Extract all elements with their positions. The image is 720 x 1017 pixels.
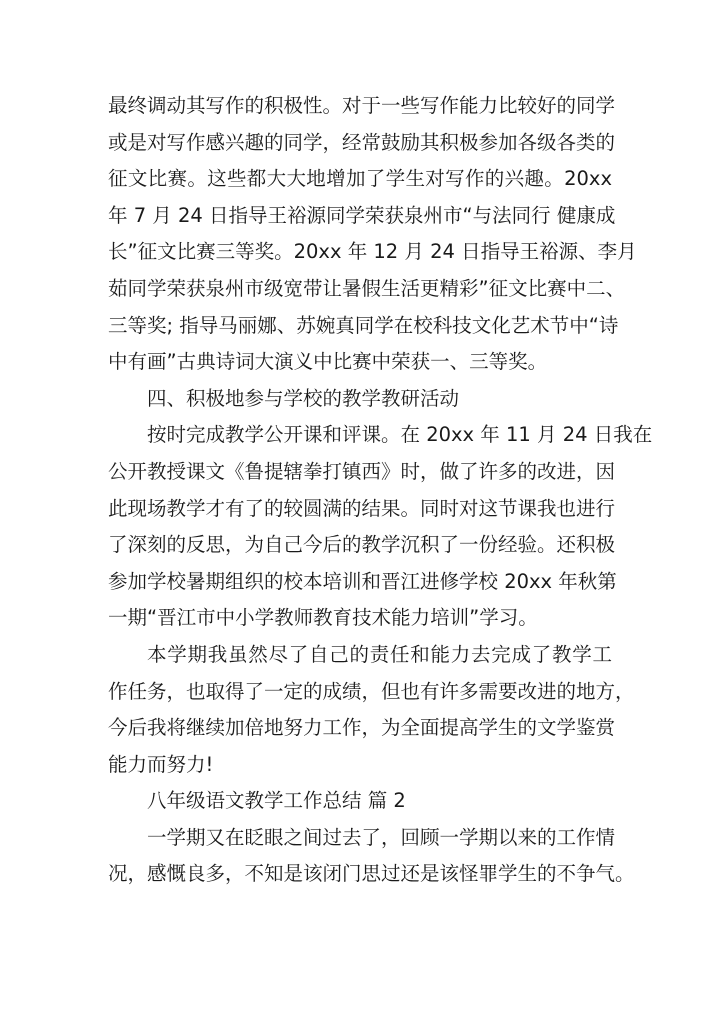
paragraph-line: 长”征文比赛三等奖。20xx 年 12 月 24 日指导王裕源、李月 xyxy=(108,240,637,264)
paragraph-line: 按时完成教学公开课和评课。在 20xx 年 11 月 24 日我在 xyxy=(147,423,653,447)
section-heading: 四、积极地参与学校的教学教研活动 xyxy=(147,386,460,410)
paragraph-line: 或是对写作感兴趣的同学，经常鼓励其积极参加各级各类的 xyxy=(108,130,616,154)
paragraph-line: 公开教授课文《鲁提辖拳打镇西》时，做了许多的改进，因 xyxy=(108,459,616,483)
paragraph-line: 茹同学荣获泉州市级宽带让暑假生活更精彩”征文比赛中二、 xyxy=(108,276,626,300)
paragraph-line: 三等奖; 指导马丽娜、苏婉真同学在校科技文化艺术节中“诗 xyxy=(108,313,619,337)
paragraph-line: 况，感慨良多，不知是该闭门思过还是该怪罪学生的不争气。 xyxy=(108,862,635,886)
paragraph-line: 作任务，也取得了一定的成绩，但也有许多需要改进的地方， xyxy=(108,679,635,703)
paragraph-line: 一学期又在眨眼之间过去了，回顾一学期以来的工作情 xyxy=(147,825,616,849)
paragraph-line: 中有画”古典诗词大演义中比赛中荣获一、三等奖。 xyxy=(108,350,548,374)
paragraph-line: 此现场教学才有了的较圆满的结果。同时对这节课我也进行 xyxy=(108,496,616,520)
paragraph-line: 征文比赛。这些都大大地增加了学生对写作的兴趣。20xx xyxy=(108,167,612,191)
paragraph-line: 本学期我虽然尽了自己的责任和能力去完成了教学工 xyxy=(147,642,612,666)
paragraph-line: 最终调动其写作的积极性。对于一些写作能力比较好的同学 xyxy=(108,94,616,117)
paragraph-line: 年 7 月 24 日指导王裕源同学荣获泉州市“与法同行 健康成 xyxy=(108,203,616,227)
paragraph-line: 一期“晋江市中小学教师教育技术能力培训”学习。 xyxy=(108,606,538,630)
paragraph-line: 能力而努力! xyxy=(108,752,214,776)
paragraph-line: 参加学校暑期组织的校本培训和晋江进修学校 20xx 年秋第 xyxy=(108,569,617,593)
paragraph-line: 了深刻的反思，为自己今后的教学沉积了一份经验。还积极 xyxy=(108,533,616,557)
document-body xyxy=(108,88,653,893)
paragraph-line: 今后我将继续加倍地努力工作，为全面提高学生的文学鉴赏 xyxy=(108,716,616,740)
section-title: 八年级语文教学工作总结 篇 2 xyxy=(147,789,406,813)
